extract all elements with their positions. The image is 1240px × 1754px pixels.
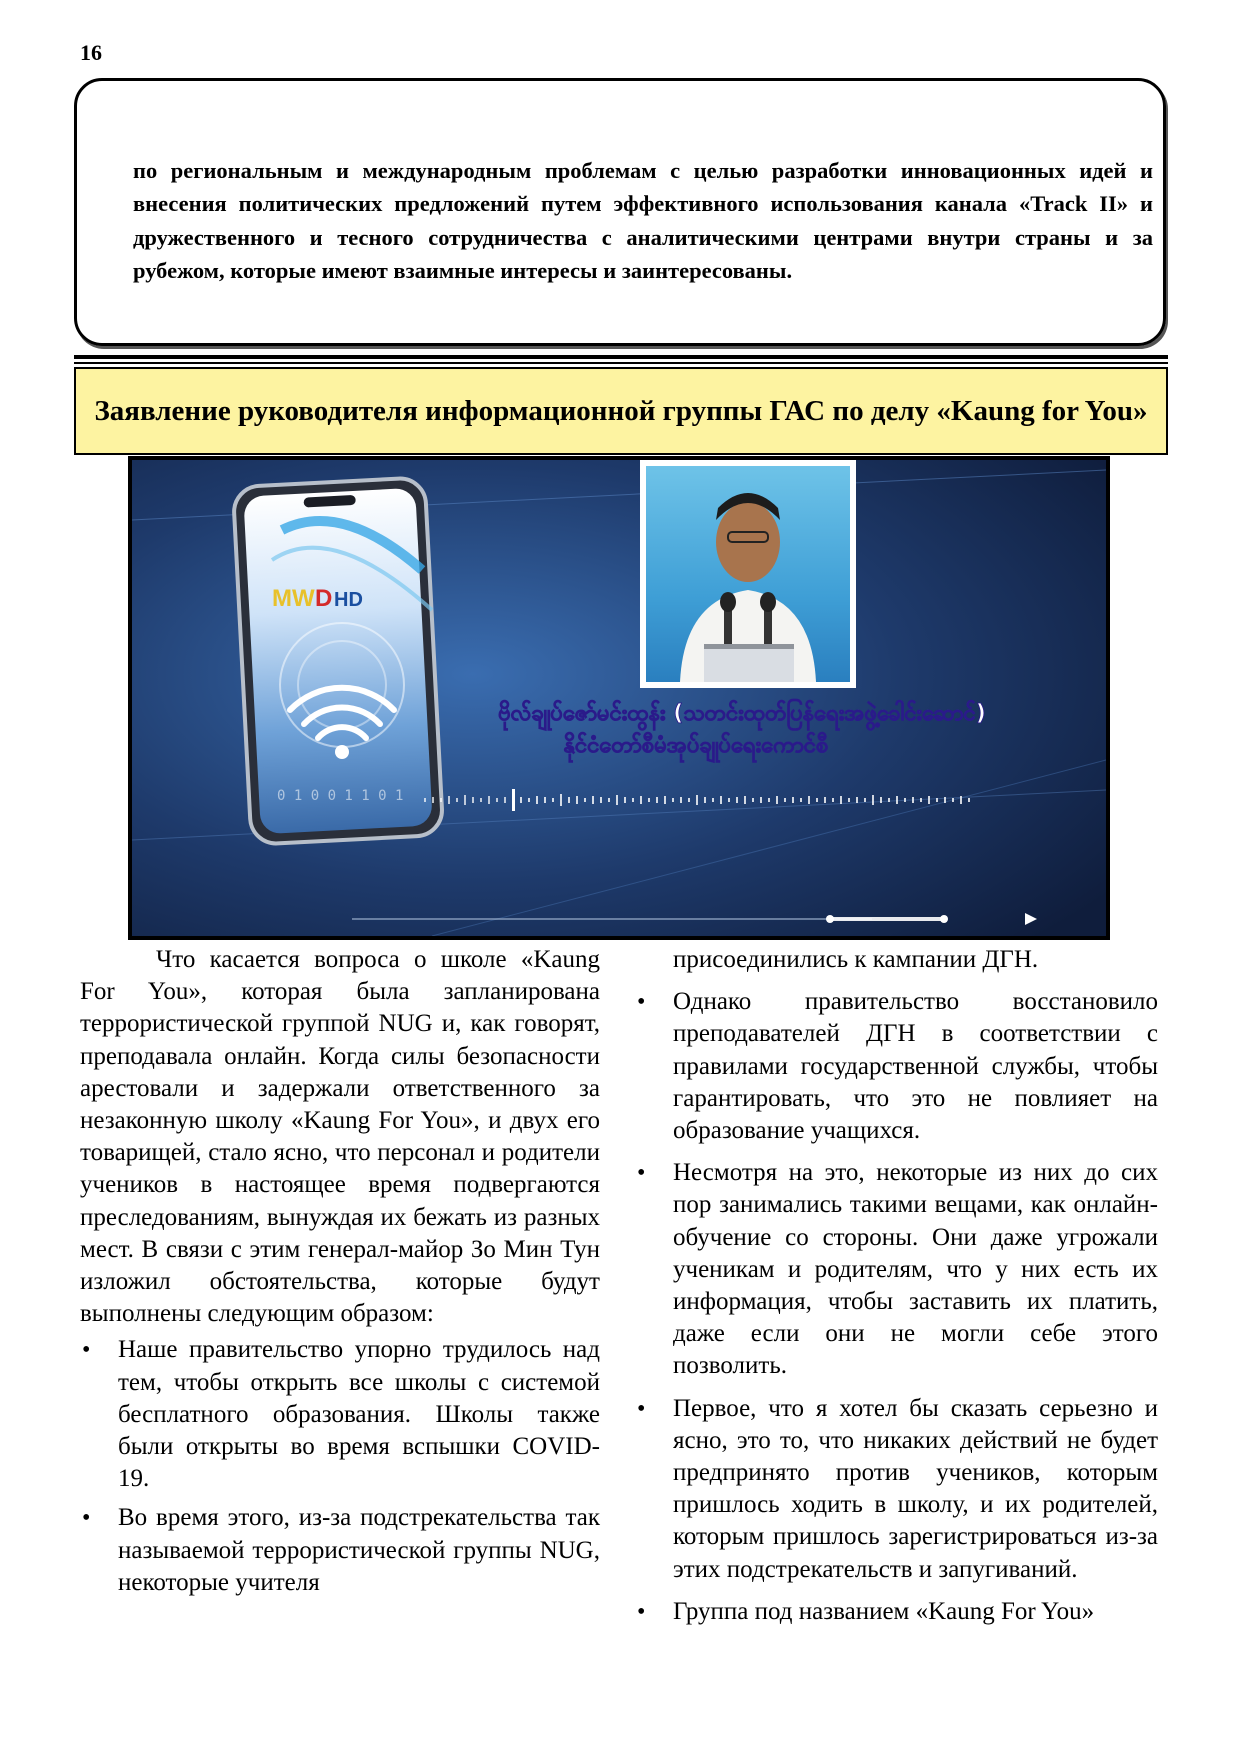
- continued-bullet-text: присоединились к кампании ДГН.: [673, 946, 1039, 973]
- left-bullet-list: [80, 1334, 600, 1599]
- right-bullet-list: [635, 986, 1158, 1628]
- svg-text:0 1 0 0 1 1 0 1: 0 1 0 0 1 1 0 1: [277, 788, 404, 804]
- section-divider-thick: [74, 355, 1168, 359]
- intro-paragraph: по региональным и международным проблемам с целью разработки инновационных идей и внесения политических предложений путем эффективного использования канала «Track II» и дружественного и тесного сотрудничества с аналитическими центрами внутри страны и за рубежом, которые имеют взаимные интересы и заинтересованы.: [133, 157, 1153, 283]
- article-title: [74, 367, 1168, 455]
- logo-mw-text: MW: [272, 585, 315, 612]
- list-item: [635, 1596, 1158, 1628]
- body-paragraph: Что касается вопроса о школе «Kaung For You», которая была запланирована террористической группой NUG и, как говорят, преподавала онлайн. Когда силы безопасности арестовали и задержали ответственного за незаконную школу «Kaung For You», и двух его товарищей, стало ясно, что персонал и родители учеников в настоящее время подвергаются преследованиям, вынуждая их бежать из разных мест. В связи с этим генерал-майор Зо Мин Тун изложил обстоятельства, которые будут выполнены следующим образом:: [80, 946, 600, 1328]
- bullet-icon: •: [82, 1505, 91, 1532]
- logo-d-text: D: [315, 585, 333, 612]
- bullet-icon: •: [82, 1337, 91, 1364]
- list-item-text: Однако правительство восстановило преподавателей ДГН в соответствии с правилами государственной службы, чтобы гарантировать, что это не повлияет на образование учащихся.: [673, 988, 1158, 1145]
- list-item: [635, 986, 1158, 1147]
- speaker-photo: [640, 460, 856, 688]
- list-item-text: Группа под названием «Kaung For You»: [673, 1597, 1095, 1625]
- bullet-icon: •: [637, 1395, 646, 1422]
- video-caption-line1: ဗိုလ်ချုပ်ဇော်မင်းထွန်း (သတင်းထုတ်ပြန်ရေးအဖွဲ့ခေါင်းဆောင်): [498, 701, 986, 726]
- list-item-text: Первое, что я хотел бы сказать серьезно и ясно, это то, что никаких действий не будет предпринято против учеников, которым пришлось ходить в школу, и их родителей, которым пришлось зарегистрироваться из-за этих подстрекательств и запугиваний.: [673, 1394, 1158, 1583]
- list-item-text: Несмотря на это, некоторые из них до сих пор занимались такими вещами, как онлайн-обучение со стороны. Они даже угрожали ученикам и родителям, что у них есть их информация, чтобы заставить их платить, даже если они не могли себе этого позволить.: [673, 1159, 1158, 1380]
- list-item: [635, 1157, 1158, 1382]
- left-column: [80, 944, 600, 1606]
- right-column: [635, 944, 1158, 1638]
- list-item: [80, 1334, 600, 1495]
- bullet-icon: •: [637, 1598, 646, 1625]
- list-item: [80, 1502, 600, 1599]
- page-number: 16: [80, 40, 102, 65]
- video-still: [128, 456, 1110, 940]
- bullet-icon: •: [637, 989, 646, 1016]
- list-item: [635, 1393, 1158, 1586]
- logo-hd-text: HD: [334, 589, 363, 611]
- article-title-text: Заявление руководителя информационной группы ГАС по делу «Kaung for You»: [94, 394, 1148, 427]
- list-item-text: Во время этого, из-за подстрекательства так называемой террористической группы NUG, некоторые учителя: [118, 1504, 600, 1596]
- bullet-icon: •: [637, 1160, 646, 1187]
- list-item-text: Наше правительство упорно трудилось над тем, чтобы открыть все школы с системой бесплатного образования. Школы также были открыты во время вспышки COVID-19.: [118, 1336, 600, 1493]
- video-still-graphic: [132, 460, 1106, 936]
- video-caption-line2: နိုင်ငံတော်စီမံအုပ်ချုပ်ရေးကောင်စီ: [563, 733, 829, 758]
- intro-text-box: [74, 78, 1166, 346]
- phone-graphic: [233, 477, 443, 845]
- section-divider-thin: [74, 362, 1168, 364]
